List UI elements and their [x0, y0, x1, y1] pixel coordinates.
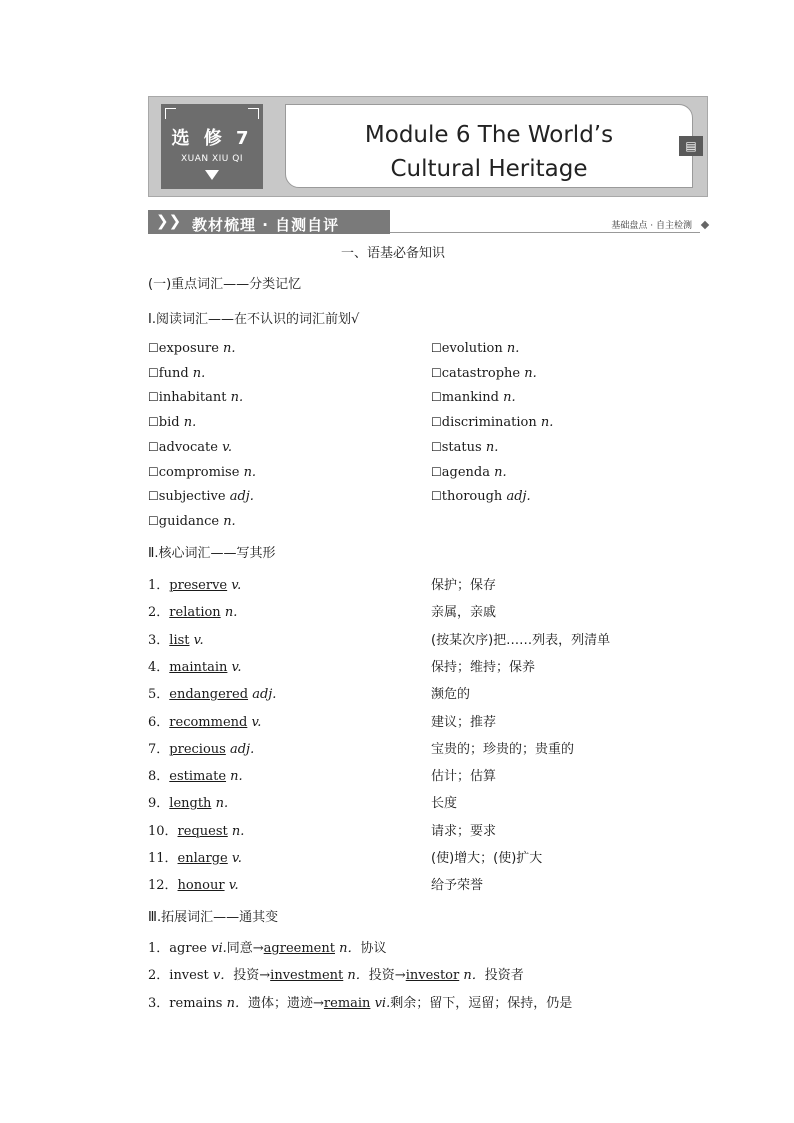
arrow-icon: → [259, 968, 271, 984]
vocab-meaning: 估计；估算 [431, 769, 497, 785]
vocab-answer: request [177, 823, 228, 839]
core-vocab-item [148, 574, 241, 593]
vocab-word: compromise [158, 464, 240, 480]
vocab-answer: investment [270, 968, 344, 984]
vocab-answer: endangered [169, 687, 249, 703]
core-heading: Ⅱ.核心词汇——写其形 [148, 546, 276, 561]
checkbox-icon: ☐ [431, 489, 442, 504]
core-vocab-item [148, 629, 204, 648]
item-number: 2． [148, 968, 170, 984]
vocab-answer: enlarge [177, 851, 228, 866]
vocab-meaning: 请求；要求 [431, 823, 497, 839]
vocab-pos: v. [222, 439, 233, 455]
item-number: 9． [148, 796, 170, 812]
vocab-meaning: 协议 [360, 941, 387, 956]
vocab-answer: precious [169, 741, 226, 757]
vocab-meaning: 投资者 [484, 968, 524, 984]
vocab-pos: n． [339, 941, 361, 956]
vocab-word: thorough [441, 489, 503, 505]
checkbox-icon: ☐ [431, 341, 442, 355]
vocab-pos: adj. [506, 489, 531, 505]
vocab-answer: preserve [169, 578, 228, 593]
reading-vocab-item [148, 465, 256, 480]
item-number: 8． [148, 769, 170, 785]
arrow-icon: → [313, 995, 324, 1011]
checkbox-icon: ☐ [431, 464, 442, 479]
checkbox-icon: ☐ [148, 439, 159, 454]
vocab-pos: n. [503, 390, 516, 406]
checkbox-icon: ☐ [148, 365, 159, 380]
core-vocab-item [148, 656, 241, 675]
down-triangle-icon [205, 170, 219, 180]
item-number: 6． [148, 714, 170, 730]
core-vocab-item [148, 683, 276, 702]
vocab-pos: vi. [374, 995, 391, 1011]
vocab-pos: n. [192, 365, 206, 381]
reading-vocab-item [431, 390, 516, 405]
checkbox-icon: ☐ [148, 489, 159, 504]
core-vocab-item [148, 738, 254, 757]
vocab-word: status [441, 439, 482, 455]
vocab-word: discrimination [441, 415, 537, 431]
badge-corner-decoration [248, 108, 259, 119]
vocab-word: inhabitant [158, 390, 227, 406]
document-icon: ▤ [679, 136, 703, 156]
extended-vocab-item [148, 992, 572, 1011]
vocab-pos: n. [223, 341, 236, 356]
item-number: 1． [148, 941, 170, 956]
vocab-answer: estimate [169, 769, 227, 785]
section-divider [390, 232, 700, 233]
double-chevron-icon: ❯❯ [156, 212, 182, 230]
reading-vocab-item [148, 489, 254, 504]
vocab-pos: n. [230, 390, 244, 406]
vocab-pos: n. [243, 464, 257, 480]
vocab-meaning: 遗体；遗迹 [247, 995, 313, 1011]
vocab-pos: v. [251, 714, 262, 730]
reading-heading: Ⅰ.阅读词汇——在不认识的词汇前划√ [148, 312, 360, 327]
vocab-pos: vi. [211, 941, 227, 956]
vocab-word: mankind [441, 390, 499, 406]
vocab-pos: n． [347, 968, 369, 984]
module-title-line1: Module 6 The World’s [364, 122, 614, 148]
core-vocab-item [148, 874, 239, 893]
vocab-meaning: 投资 [368, 968, 395, 984]
vocab-meaning: 亲属，亲戚 [431, 605, 497, 621]
core-vocab-item [148, 601, 237, 620]
section-bar [148, 208, 708, 236]
reading-vocab-item [148, 415, 196, 430]
module-title-box [285, 104, 693, 188]
core-vocab-item [148, 792, 228, 811]
vocab-pos: v． [212, 968, 234, 984]
item-number: 3． [148, 632, 170, 648]
vocab-pos: n. [540, 415, 554, 431]
vocab-pos: n. [223, 513, 236, 529]
vocab-pos: v. [193, 632, 204, 648]
extended-vocab-item [148, 937, 387, 956]
item-number: 10． [148, 823, 178, 839]
checkbox-icon: ☐ [148, 464, 159, 479]
vocab-answer: remain [323, 995, 371, 1011]
vocab-word: subjective [158, 489, 226, 505]
checkbox-icon: ☐ [148, 513, 159, 528]
elective-badge [161, 104, 263, 189]
vocab-word: evolution [441, 341, 503, 356]
reading-vocab-item [148, 514, 236, 529]
vocab-pos: n. [230, 769, 243, 785]
vocab-word: exposure [158, 341, 219, 356]
vocab-pos: n. [506, 341, 520, 356]
reading-vocab-item [148, 440, 232, 455]
checkbox-icon: ☐ [148, 341, 159, 355]
vocab-pos: n. [183, 415, 197, 431]
section-tab [148, 210, 390, 234]
vocab-pos: n. [215, 796, 229, 812]
vocab-meaning: 宝贵的；珍贵的；贵重的 [431, 741, 575, 757]
vocab-pos: n. [231, 823, 245, 839]
vocab-pos: n. [524, 365, 537, 381]
core-vocab-item [148, 711, 261, 730]
vocab-meaning: 同意 [226, 941, 253, 956]
vocab-pos: v. [228, 878, 239, 894]
module-title-line2: Cultural Heritage [390, 156, 588, 182]
item-number: 7． [148, 741, 170, 757]
item-number: 2． [148, 605, 170, 621]
vocab-answer: length [169, 796, 212, 812]
item-number: 3． [148, 995, 170, 1011]
vocab-meaning: 给予荣誉 [431, 878, 484, 894]
vocab-word: fund [158, 365, 189, 381]
module-banner [148, 96, 708, 197]
reading-vocab-item [431, 489, 531, 504]
vocab-pos: v. [231, 578, 242, 593]
badge-corner-decoration [165, 108, 176, 119]
item-number: 4． [148, 659, 170, 675]
extended-heading: Ⅲ.拓展词汇——通其变 [148, 910, 279, 925]
reading-vocab-item [431, 366, 537, 381]
reading-vocab-item [431, 341, 519, 356]
base-word: agree [169, 941, 207, 956]
vocab-pos: v. [231, 659, 242, 675]
reading-vocab-item [431, 465, 507, 480]
base-word: invest [169, 968, 209, 984]
reading-vocab-item [431, 415, 553, 430]
vocab-meaning: 长度 [431, 796, 458, 812]
checkbox-icon: ☐ [431, 365, 442, 380]
checkbox-icon: ☐ [431, 439, 442, 454]
module-title [286, 118, 692, 186]
reading-vocab-item [148, 366, 205, 381]
vocab-meaning: (按某次序)把……列表，列清单 [431, 632, 611, 648]
vocab-meaning: 投资 [233, 968, 260, 984]
vocab-pos: n． [226, 995, 248, 1011]
item-number: 5． [148, 687, 170, 703]
checkbox-icon: ☐ [148, 390, 159, 405]
vocab-answer: relation [169, 605, 221, 621]
vocab-meaning: 保护；保存 [431, 578, 497, 593]
item-number: 1． [148, 578, 170, 593]
checkbox-icon: ☐ [431, 390, 442, 405]
vocab-answer: recommend [169, 714, 248, 730]
vocab-word: guidance [158, 513, 220, 529]
vocab-answer: list [169, 632, 190, 648]
vocab-answer: agreement [263, 941, 335, 956]
main-heading: 一、语基必备知识 [341, 246, 446, 261]
arrow-icon: → [394, 968, 406, 984]
vocab-pos: n. [494, 464, 507, 480]
item-number: 11． [148, 851, 178, 866]
vocab-pos: n. [224, 605, 238, 621]
vocab-answer: investor [405, 968, 460, 984]
diamond-icon [701, 221, 709, 229]
section-right-label: 基础盘点 · 自主检测 [611, 221, 692, 231]
badge-title: 选 修 7 [171, 128, 253, 149]
arrow-icon: → [252, 941, 264, 956]
sub-heading: (一)重点词汇——分类记忆 [148, 277, 302, 292]
vocab-pos: adj. [252, 687, 277, 703]
vocab-pos: adj. [229, 489, 254, 505]
vocab-meaning: 建议；推荐 [431, 714, 497, 730]
vocab-pos: v. [231, 851, 242, 866]
vocab-word: advocate [158, 439, 218, 455]
vocab-answer: honour [177, 878, 225, 894]
base-word: remains [169, 995, 223, 1011]
reading-vocab-item [431, 440, 498, 455]
core-vocab-item [148, 765, 243, 784]
badge-subtitle: XUAN XIU QI [180, 154, 243, 164]
section-label: 教材梳理 · 自测自评 [192, 216, 340, 234]
vocab-meaning: (使)增大；(使)扩大 [431, 851, 543, 866]
item-number: 12． [148, 878, 178, 894]
extended-vocab-item [148, 964, 524, 983]
vocab-meaning: 濒危的 [431, 687, 471, 703]
vocab-meaning: 保持；维持；保养 [431, 659, 536, 675]
vocab-word: agenda [441, 464, 490, 480]
checkbox-icon: ☐ [148, 415, 159, 430]
reading-vocab-item [148, 390, 243, 405]
vocab-meaning: 剩余；留下，逗留；保持，仍是 [390, 995, 573, 1011]
vocab-pos: n. [485, 439, 499, 455]
reading-vocab-item [148, 341, 236, 356]
vocab-word: bid [158, 415, 180, 431]
core-vocab-item [148, 847, 242, 866]
core-vocab-item [148, 820, 244, 839]
vocab-word: catastrophe [441, 365, 521, 381]
checkbox-icon: ☐ [431, 415, 442, 430]
vocab-answer: maintain [169, 659, 228, 675]
vocab-pos: n． [463, 968, 485, 984]
vocab-pos: adj. [229, 741, 255, 757]
